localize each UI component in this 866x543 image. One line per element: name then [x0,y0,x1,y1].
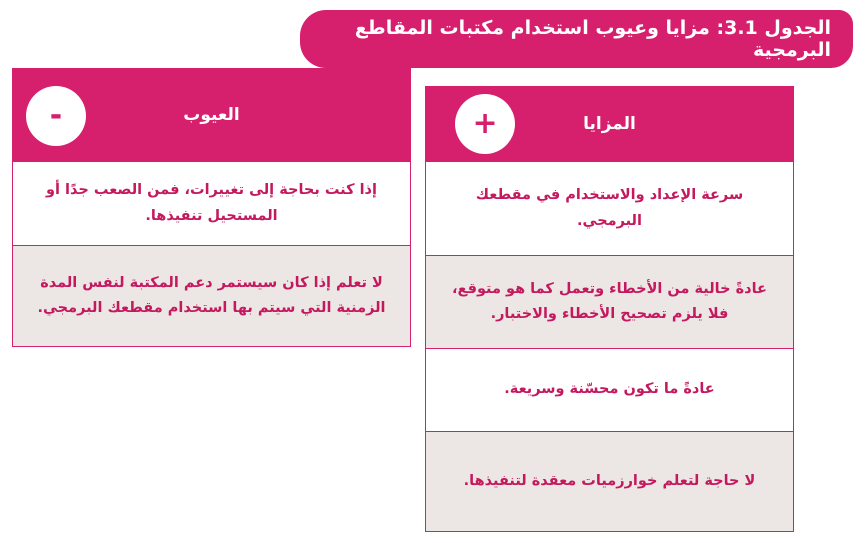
advantage-item [425,432,794,532]
advantage-item-text: عادةً ما تكون محسّنة وسريعة. [504,381,715,398]
advantage-item [425,349,794,432]
advantages-header [425,86,794,162]
table-title [300,10,853,68]
disadvantages-header-label: العيوب [183,105,240,125]
disadvantage-item [12,162,411,246]
advantage-item-text: عادةً خالية من الأخطاء وتعمل كما هو متوقع، فلا يلزم تصحيح الأخطاء والاختبار. [452,280,767,322]
disadvantage-item [12,246,411,347]
disadvantages-column [12,68,411,347]
advantage-item-text: لا حاجة لتعلم خوارزميات معقدة لتنفيذها. [463,472,756,489]
disadvantages-header [12,68,411,162]
advantages-column [425,86,794,532]
advantage-item-text: سرعة الإعداد والاستخدام في مقطعك البرمجي. [475,187,744,229]
table-title-text: الجدول 3.1: مزايا وعيوب استخدام مكتبات المقاطع البرمجية [354,17,831,61]
disadvantage-item-text: لا تعلم إذا كان سيستمر دعم المكتبة لنفس المدة الزمنية التي سيتم بها استخدام مقطعك البرمجي. [37,274,386,316]
plus-icon: + [455,94,515,154]
advantage-item [425,256,794,349]
advantages-header-label: المزايا [583,114,636,134]
disadvantage-item-text: إذا كنت بحاجة إلى تغييرات، فمن الصعب جدًا أو المستحيل تنفيذها. [46,182,377,224]
advantage-item [425,162,794,256]
minus-icon: - [26,86,86,146]
